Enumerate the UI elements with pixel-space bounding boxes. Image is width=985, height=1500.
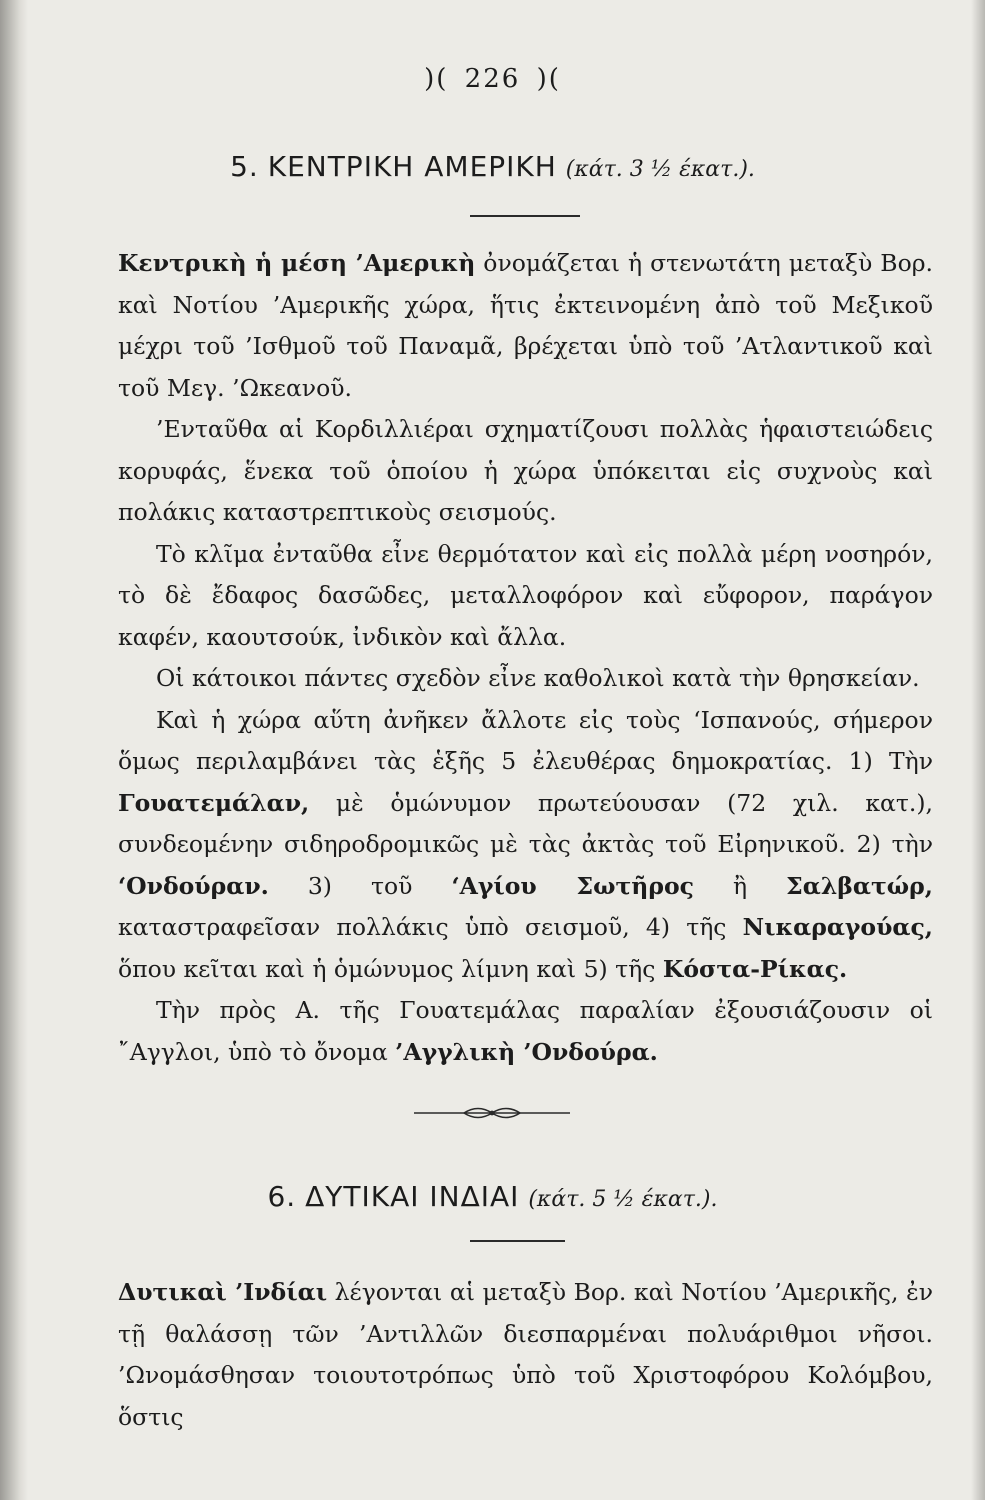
country-name: Νικαραγούας, (742, 913, 933, 941)
section-body-central-america (118, 243, 933, 1073)
page-gutter-shadow (0, 0, 28, 1500)
page-edge-shadow (971, 0, 985, 1500)
paragraph (118, 1272, 933, 1438)
paragraph-text: 3) τοῦ (268, 871, 452, 900)
paragraph-text: μὲ ὁμώνυμον πρωτεύουσαν (72 χιλ. κατ.), συνδεομένην σιδηροδρομικῶς μὲ τὰς ἀκτὰς τοῦ Εἰρηνικοῦ. 2) τὴν (118, 788, 933, 858)
paragraph-text: Καὶ ἡ χώρα αὕτη ἀνῆκεν ἄλλοτε εἰς τοὺς ‘Ισπανούς, σήμερον ὅμως περιλαμβάνει τὰς ἑξῆς 5 ἐλευθέρας δημοκρατίας. 1) Τὴν (118, 705, 933, 775)
section-extent: (κάτ. 5 ½ έκατ.). (528, 1187, 718, 1212)
country-name: Γουατεμάλαν, (118, 788, 310, 817)
page-number: )( 226 )( (424, 64, 561, 94)
section-title: ΚΕΝΤΡΙΚΗ ΑΜΕΡΙΚΗ (267, 150, 557, 183)
paragraph (118, 700, 933, 991)
section-extent: (κάτ. 3 ½ έκατ.). (565, 157, 755, 182)
paragraph (118, 243, 933, 409)
country-name: ’Αγγλικὴ ’Ονδούρα. (395, 1037, 658, 1066)
section-number: 6. (267, 1180, 297, 1213)
ornament-divider (412, 1102, 572, 1124)
section-number: 5. (230, 150, 259, 183)
paragraph-text: ἢ (693, 871, 787, 900)
section-heading-central-america (0, 150, 985, 183)
country-name: Σαλβατώρ, (786, 871, 933, 900)
paragraph: ’Ενταῦθα αἱ Κορδιλλιέραι σχηματίζουσι πολλὰς ἡφαιστειώδεις κορυφάς, ἕνεκα τοῦ ὁποίου ἡ χώρα ὑπόκειται εἰς συχνοὺς καὶ πολάκις καταστρεπτικοὺς σεισμούς. (118, 415, 933, 526)
paragraph: Οἱ κάτοικοι πάντες σχεδὸν εἶνε καθολικοὶ κατὰ τὴν θρησκείαν. (156, 664, 920, 692)
paragraph: Τὸ κλῖμα ἐνταῦθα εἶνε θερμότατον καὶ εἰς πολλὰ μέρη νοσηρόν, τὸ δὲ ἔδαφος δασῶδες, μεταλλοφόρον καὶ εὔφορον, παράγον καφέν, καουτσούκ, ἰνδικὸν καὶ ἄλλα. (118, 539, 933, 651)
paragraph-text: λέγονται αἱ μεταξὺ Βορ. καὶ Νοτίου ’Αμερικῆς, ἐν τῇ θαλάσσῃ τῶν ’Αντιλλῶν διεσπαρμέναι πολυάριθμοι νῆσοι. ’Ωνομάσθησαν τοιουτοτρόπως ὑπὸ τοῦ Χριστοφόρου Κολόμβου, ὅστις (118, 1278, 933, 1431)
heading-rule (470, 215, 580, 217)
paragraph-text: ὀνομάζεται ἡ στενωτάτη μεταξὺ Βορ. καὶ Νοτίου ’Αμερικῆς χώρα, ἥτις ἐκτεινομένη ἀπὸ τοῦ Μεξικοῦ μέχρι τοῦ ’Ισθμοῦ τοῦ Παναμᾶ, βρέχεται ὑπὸ τοῦ ’Ατλαντικοῦ καὶ τοῦ Μεγ. ’Ωκεανοῦ. (118, 249, 934, 402)
paragraph-text: Τὴν πρὸς Α. τῆς Γουατεμάλας παραλίαν ἐξουσιάζουσιν οἱ ῎Αγγλοι, ὑπὸ τὸ ὄνομα (118, 996, 933, 1066)
defined-term: Κεντρικὴ ἡ μέση ’Αμερικὴ (118, 249, 476, 277)
country-name: Κόστα-Ρίκας. (662, 954, 848, 983)
section-body-west-indies (118, 1272, 933, 1438)
heading-rule (470, 1240, 565, 1242)
section-title: ΔΥΤΙΚΑΙ ΙΝΔΙΑΙ (305, 1180, 520, 1213)
paragraph-text: καταστραφεῖσαν πολλάκις ὑπὸ σεισμοῦ, 4) τῆς (118, 913, 743, 941)
section-heading-west-indies (0, 1180, 985, 1213)
country-name: ‘Ονδούραν. (118, 871, 269, 900)
country-name: ‘Αγίου Σωτῆρος (451, 871, 694, 900)
defined-term: Δυτικαὶ ’Ινδίαι (118, 1278, 328, 1306)
paragraph (118, 990, 933, 1073)
paragraph-text: ὅπου κεῖται καὶ ἡ ὁμώνυμος λίμνη καὶ 5) τῆς (118, 954, 663, 983)
